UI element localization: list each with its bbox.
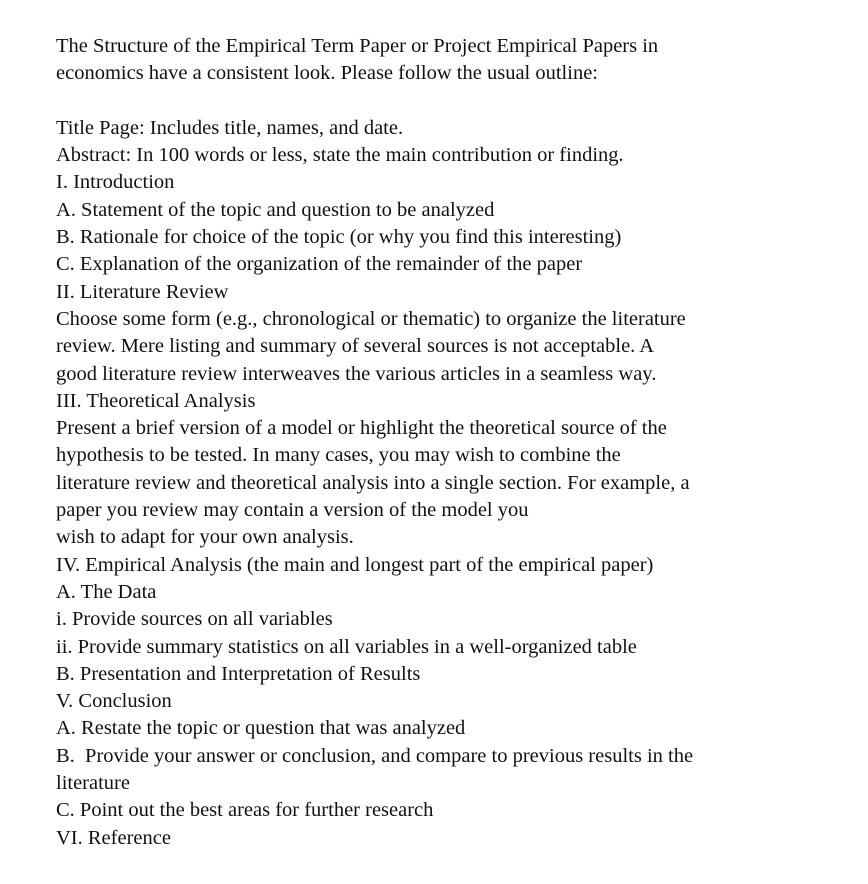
body-line: Choose some form (e.g., chronological or thematic) to organize the literature: [56, 307, 686, 330]
outline-item: C. Point out the best areas for further research: [56, 799, 434, 822]
outline-item: i. Provide sources on all variables: [56, 608, 333, 631]
section-heading-theoretical-analysis: III. Theoretical Analysis: [56, 389, 256, 412]
body-line: hypothesis to be tested. In many cases, you may wish to combine the: [56, 444, 621, 467]
body-line: Present a brief version of a model or highlight the theoretical source of the: [56, 417, 667, 440]
outline-item: A. Restate the topic or question that was analyzed: [56, 717, 466, 740]
section-heading-reference: VI. Reference: [56, 826, 171, 849]
outline-item: C. Explanation of the organization of the remainder of the paper: [56, 253, 583, 276]
body-line: good literature review interweaves the various articles in a seamless way.: [56, 362, 657, 385]
outline-item: B. Rationale for choice of the topic (or why you find this interesting): [56, 226, 622, 249]
section-heading-literature-review: II. Literature Review: [56, 280, 229, 303]
abstract-line: Abstract: In 100 words or less, state the main contribution or finding.: [56, 144, 624, 167]
outline-item: ii. Provide summary statistics on all variables in a well-organized table: [56, 635, 637, 658]
outline-item: A. Statement of the topic and question to be analyzed: [56, 198, 495, 221]
intro-line: The Structure of the Empirical Term Paper or Project Empirical Papers in: [56, 35, 659, 57]
body-line: literature review and theoretical analysis into a single section. For example, a: [56, 471, 690, 494]
body-line: paper you review may contain a version of the model you: [56, 499, 529, 522]
outline: [56, 115, 836, 852]
body-line: wish to adapt for your own analysis.: [56, 526, 354, 549]
document-page: [56, 33, 836, 852]
section-heading-introduction: I. Introduction: [56, 171, 175, 194]
section-heading-conclusion: V. Conclusion: [56, 690, 172, 713]
body-line: review. Mere listing and summary of several sources is not acceptable. A: [56, 335, 655, 358]
intro-line: economics have a consistent look. Please follow the usual outline:: [56, 62, 598, 85]
outline-item: B. Presentation and Interpretation of Results: [56, 662, 421, 685]
outline-item: B. Provide your answer or conclusion, and compare to previous results in the: [56, 744, 694, 767]
paragraph-gap: [56, 88, 836, 115]
section-heading-empirical-analysis: IV. Empirical Analysis (the main and longest part of the empirical paper): [56, 553, 654, 576]
outline-item: literature: [56, 772, 130, 795]
outline-item: A. The Data: [56, 580, 157, 603]
title-page-line: Title Page: Includes title, names, and date.: [56, 116, 404, 139]
intro-paragraph: [56, 33, 836, 88]
